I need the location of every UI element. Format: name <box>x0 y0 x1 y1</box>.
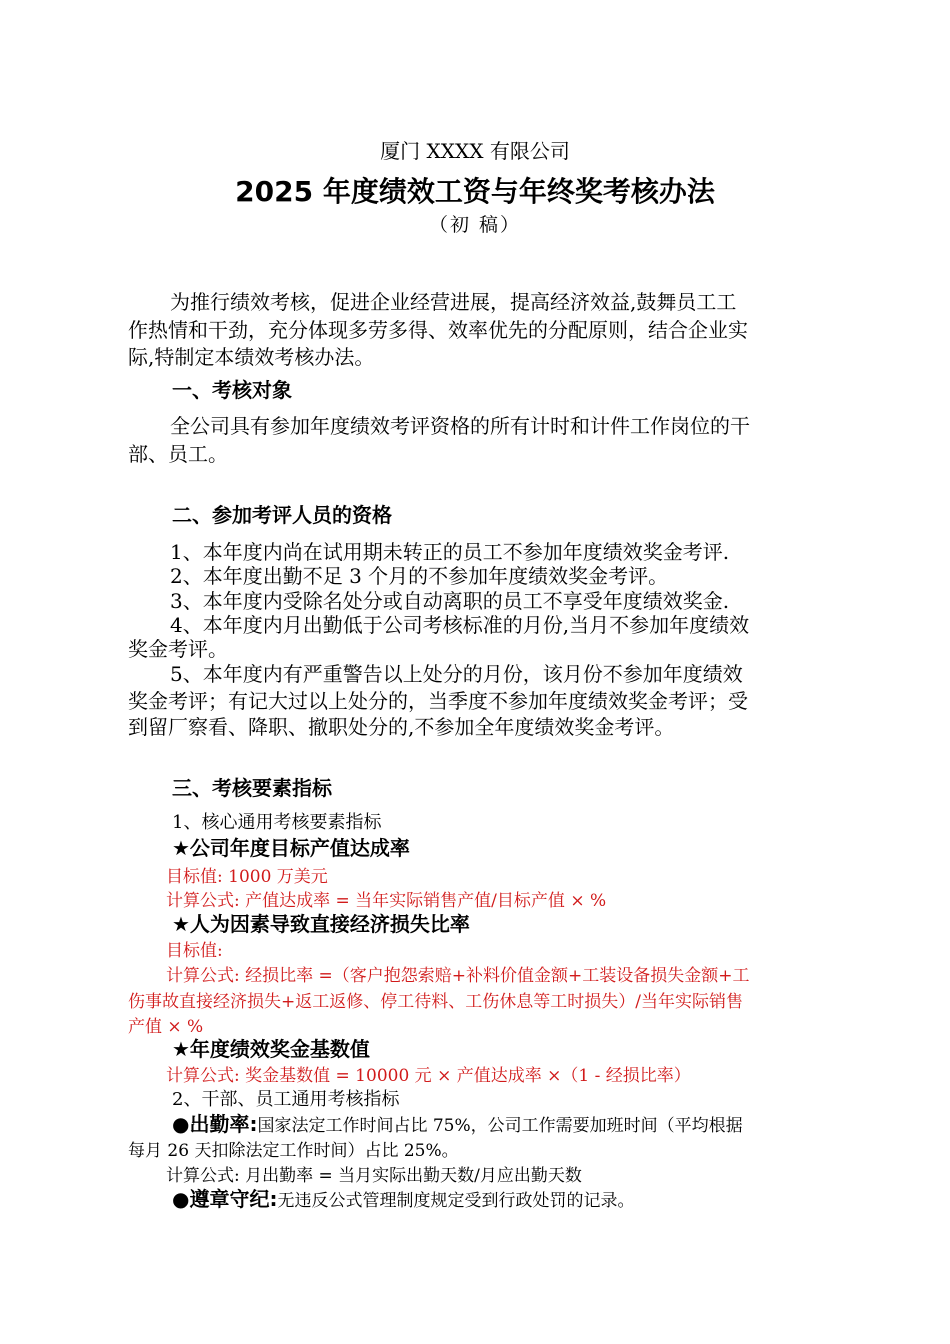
attendance-formula: 计算公式: 月出勤率 = 当月实际出勤天数/月应出勤天数 <box>166 1166 582 1186</box>
intro-line: 为推行绩效考核，促进企业经营进展，提高经济效益,鼓舞员工工 <box>170 290 737 314</box>
qualification-item: 到留厂察看、降职、撤职处分的,不参加全年度绩效奖金考评。 <box>128 715 675 739</box>
qualification-item: 奖金考评；有记大过以上处分的，当季度不参加年度绩效奖金考评；受 <box>128 689 748 713</box>
formula: 计算公式: 奖金基数值 = 10000 元 × 产值达成率 ×（1 - 经损比率） <box>166 1066 691 1086</box>
section1-text: 全公司具有参加年度绩效考评资格的所有计时和计件工作岗位的干 <box>170 414 750 438</box>
qualification-item: 5、本年度内有严重警告以上处分的月份，该月份不参加年度绩效 <box>170 662 743 686</box>
indicator-title: ★年度绩效奖金基数值 <box>172 1037 370 1061</box>
indicator-title: ★人为因素导致直接经济损失比率 <box>172 912 470 936</box>
attendance-item <box>172 1108 743 1137</box>
section-heading: 三、考核要素指标 <box>172 776 332 800</box>
intro-line: 际,特制定本绩效考核办法。 <box>128 345 375 369</box>
qualification-item: 1、本年度内尚在试用期未转正的员工不参加年度绩效奖金考评. <box>170 540 730 564</box>
formula: 计算公式: 产值达成率 = 当年实际销售产值/目标产值 × % <box>166 891 607 911</box>
formula: 计算公式: 经损比率 =（客户抱怨索赔+补料价值金额+工装设备损失金额+工 <box>166 966 750 986</box>
target-value: 目标值: <box>166 941 223 961</box>
attendance-text: 每月 26 天扣除法定工作时间）占比 25%。 <box>128 1141 459 1161</box>
qualification-item: 4、本年度内月出勤低于公司考核标准的月份,当月不参加年度绩效 <box>170 613 750 637</box>
subsection-title: 1、核心通用考核要素指标 <box>172 812 382 833</box>
formula: 产值 × % <box>128 1017 204 1037</box>
discipline-item <box>172 1183 634 1212</box>
attendance-label: ●出勤率: <box>172 1112 258 1136</box>
draft-label: （初 稿） <box>428 214 522 236</box>
intro-line: 作热情和干劲，充分体现多劳多得、效率优先的分配原则，结合企业实 <box>128 318 748 342</box>
qualification-item: 3、本年度内受除名处分或自动离职的员工不享受年度绩效奖金. <box>170 589 730 613</box>
target-value: 目标值: 1000 万美元 <box>166 867 328 887</box>
company-name: 厦门 XXXX 有限公司 <box>380 139 570 163</box>
discipline-text: 无违反公式管理制度规定受到行政处罚的记录。 <box>277 1191 635 1211</box>
document-title: 2025 年度绩效工资与年终奖考核办法 <box>235 175 715 208</box>
subsection-title: 2、干部、员工通用考核指标 <box>172 1089 400 1110</box>
section-heading: 二、参加考评人员的资格 <box>172 503 392 527</box>
indicator-title: ★公司年度目标产值达成率 <box>172 836 410 860</box>
attendance-text: 国家法定工作时间占比 75%，公司工作需要加班时间（平均根据 <box>257 1116 743 1136</box>
discipline-label: ●遵章守纪: <box>172 1187 278 1211</box>
section1-text: 部、员工。 <box>128 442 228 466</box>
qualification-item: 2、本年度出勤不足 3 个月的不参加年度绩效奖金考评。 <box>170 564 669 588</box>
qualification-item: 奖金考评。 <box>128 637 228 661</box>
formula: 伤事故直接经济损失+返工返修、停工待料、工伤休息等工时损失）/当年实际销售 <box>128 992 743 1012</box>
section-heading: 一、考核对象 <box>172 378 292 402</box>
